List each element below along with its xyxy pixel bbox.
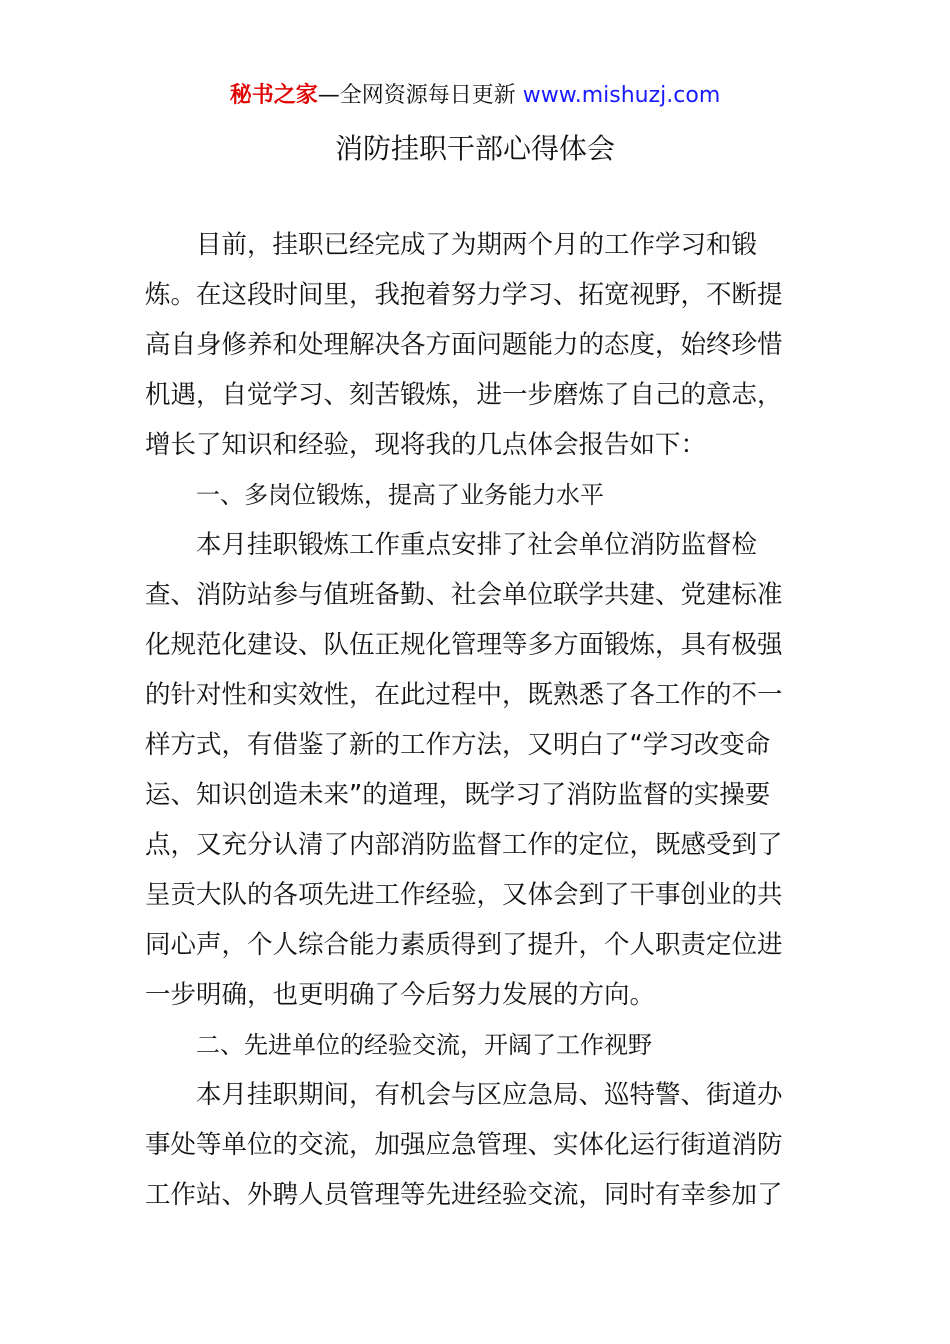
header-tagline: —全网资源每日更新 — [317, 83, 516, 108]
paragraph-line: 本月挂职锻炼工作重点安排了社会单位消防监督检 — [196, 530, 758, 560]
paragraph-line: 增长了知识和经验，现将我的几点体会报告如下： — [145, 430, 707, 460]
paragraph-line: 化规范化建设、队伍正规化管理等多方面锻炼，具有极强 — [145, 630, 783, 660]
paragraph-line: 查、消防站参与值班备勤、社会单位联学共建、党建标准 — [145, 580, 783, 610]
paragraph-line: 点，又充分认清了内部消防监督工作的定位，既感受到了 — [145, 830, 783, 860]
brand-name: 秘书之家 — [229, 83, 318, 108]
section-heading: 二、先进单位的经验交流，开阔了工作视野 — [196, 1031, 652, 1059]
paragraph-line: 一步明确，也更明确了今后努力发展的方向。 — [145, 980, 656, 1010]
site-url-link[interactable]: www.mishuzj.com — [522, 83, 721, 108]
paragraph-line: 机遇，自觉学习、刻苦锻炼，进一步磨炼了自己的意志， — [145, 380, 783, 410]
paragraph-line: 样方式，有借鉴了新的工作方法，又明白了“学习改变命 — [145, 730, 771, 760]
section-heading: 一、多岗位锻炼，提高了业务能力水平 — [196, 481, 604, 509]
document-title: 消防挂职干部心得体会 — [334, 132, 615, 165]
paragraph-line: 事处等单位的交流，加强应急管理、实体化运行街道消防 — [145, 1130, 783, 1160]
paragraph-line: 的针对性和实效性，在此过程中，既熟悉了各工作的不一 — [145, 680, 783, 710]
paragraph-line: 炼。在这段时间里，我抱着努力学习、拓宽视野，不断提 — [145, 280, 783, 310]
paragraph-line: 高自身修养和处理解决各方面问题能力的态度，始终珍惜 — [145, 330, 783, 360]
paragraph-line: 运、知识创造未来”的道理，既学习了消防监督的实操要 — [145, 780, 771, 810]
site-header — [0, 78, 950, 114]
paragraph-line: 工作站、外聘人员管理等先进经验交流，同时有幸参加了 — [145, 1180, 783, 1210]
paragraph-line: 同心声，个人综合能力素质得到了提升，个人职责定位进 — [145, 930, 783, 960]
document-body — [145, 220, 807, 1220]
paragraph-line: 本月挂职期间，有机会与区应急局、巡特警、街道办 — [196, 1080, 783, 1110]
paragraph-line: 目前，挂职已经完成了为期两个月的工作学习和锻 — [196, 230, 758, 260]
paragraph-line: 呈贡大队的各项先进工作经验，又体会到了干事创业的共 — [145, 880, 783, 910]
